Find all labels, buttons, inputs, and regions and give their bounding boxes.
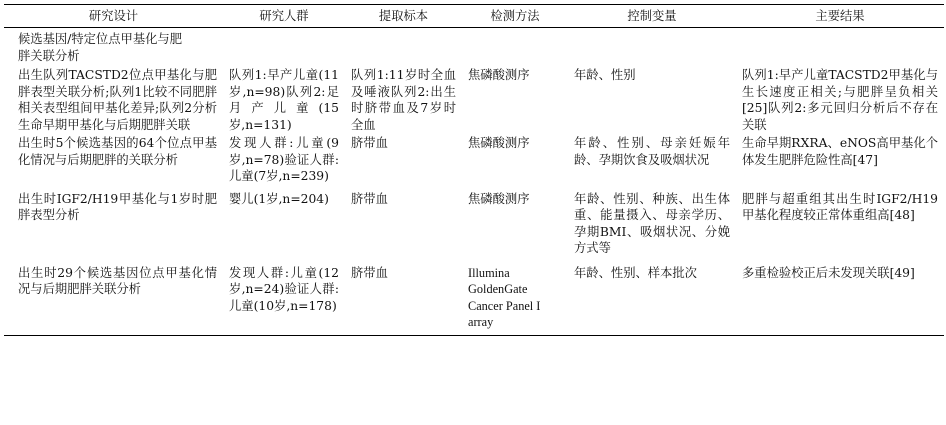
- cell-specimen: 队列1:11岁时全血及唾液队列2:出生时脐带血及7岁时全血: [351, 68, 456, 132]
- cell-result: 多重检验校正后未发现关联[49]: [736, 257, 944, 336]
- header-method: 检测方法: [462, 5, 568, 28]
- cell-population: 发现人群:儿童(12岁,n=24)验证人群:儿童(10岁,n=178): [223, 257, 345, 336]
- cell-controls: 年龄、性别、种族、出生体重、能量摄入、母亲学历、孕期BMI、吸烟状况、分娩方式等: [574, 191, 730, 255]
- study-table: [4, 4, 944, 336]
- cell-design: 出生时29个候选基因位点甲基化情况与后期肥胖关联分析: [4, 257, 223, 336]
- header-specimen: 提取标本: [345, 5, 462, 28]
- cell-method: Illumina GoldenGate Cancer Panel I array: [462, 257, 568, 336]
- cell-result: 队列1:早产儿童TACSTD2甲基化与生长速度正相关;与肥胖呈负相关[25]队列2:多元回归分析后不存在关联: [742, 68, 938, 132]
- table-header-row: [4, 5, 944, 28]
- header-results: 主要结果: [736, 5, 944, 28]
- cell-specimen: 脐带血: [351, 136, 388, 150]
- cell-method: 焦磷酸测序: [468, 191, 530, 206]
- header-study-design: 研究设计: [4, 5, 223, 28]
- cell-specimen: 脐带血: [345, 257, 462, 336]
- header-population: 研究人群: [223, 5, 345, 28]
- table-row: [4, 66, 944, 133]
- cell-population: 婴儿(1岁,n=204): [229, 191, 329, 206]
- cell-method: 焦磷酸测序: [468, 136, 530, 150]
- cell-design: 出生时5个候选基因的64个位点甲基化情况与后期肥胖的关联分析: [18, 136, 217, 167]
- cell-controls: 年龄、性别、母亲妊娠年龄、孕期饮食及吸烟状况: [574, 136, 730, 167]
- cell-result: 生命早期RXRA、eNOS高甲基化个体发生肥胖危险性高[47]: [742, 136, 938, 167]
- cell-design: 出生时IGF2/H19甲基化与1岁时肥胖表型分析: [18, 191, 217, 222]
- cell-method: 焦磷酸测序: [468, 68, 530, 82]
- cell-design: 出生队列TACSTD2位点甲基化与肥胖表型关联分析;队列1比较不同肥胖相关表型组间甲基化差异;队列2分析生命早期甲基化与后期肥胖关联: [18, 68, 217, 132]
- cell-controls: 年龄、性别: [574, 68, 636, 82]
- cell-specimen: 脐带血: [351, 191, 388, 206]
- cell-population: 队列1:早产儿童(11岁,n=98)队列2:足月产儿童(15岁,n=131): [229, 68, 339, 132]
- header-controls: 控制变量: [568, 5, 736, 28]
- table-row: [4, 257, 944, 336]
- section-row: [4, 28, 944, 67]
- cell-result: 肥胖与超重组其出生时IGF2/H19甲基化程度较正常体重组高[48]: [742, 191, 938, 222]
- table-row: [4, 185, 944, 257]
- table-row: [4, 133, 944, 185]
- section-title: 候选基因/特定位点甲基化与肥胖关联分析: [18, 32, 183, 63]
- cell-population: 发现人群:儿童(9岁,n=78)验证人群:儿童(7岁,n=239): [229, 136, 339, 183]
- cell-controls: 年龄、性别、样本批次: [568, 257, 736, 336]
